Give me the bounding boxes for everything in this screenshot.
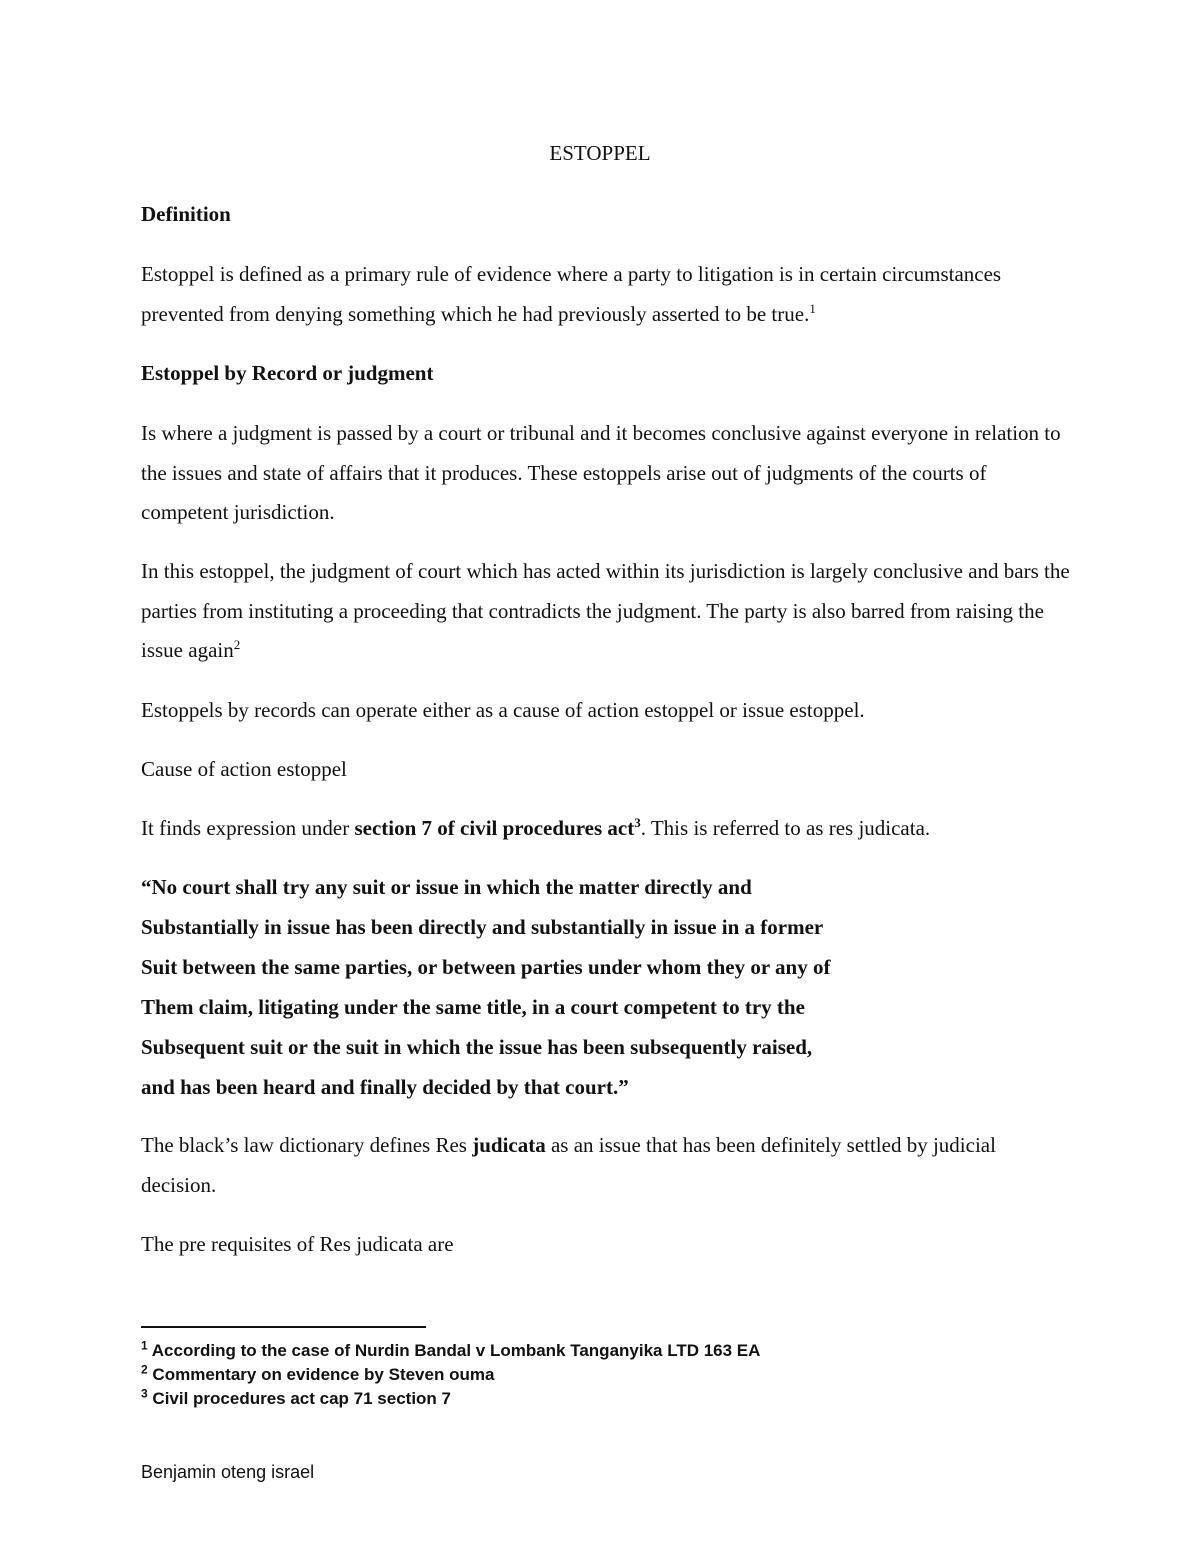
record-heading: Estoppel by Record or judgment — [141, 361, 434, 385]
p5-pre: It finds expression under — [141, 816, 355, 840]
definition-paragraph — [141, 255, 1071, 334]
p5-post: . This is referred to as res judicata. — [640, 816, 931, 840]
prerequisites-paragraph: The pre requisites of Res judicata are — [141, 1232, 454, 1256]
footnote-ref-3[interactable]: 3 — [634, 815, 641, 830]
definition-heading: Definition — [141, 202, 231, 226]
record-paragraph-2 — [141, 552, 1071, 671]
footnote-number: 1 — [141, 1338, 148, 1353]
quote-line: Them claim, litigating under the same title, in a court competent to try the — [141, 995, 805, 1019]
record-paragraph-2-text: In this estoppel, the judgment of court which has acted within its jurisdiction is largely conclusive and bars the parties from instituting a proceeding that contradicts the judgment. The party is also barred from raising the issue again — [141, 559, 1070, 662]
page-footer-author: Benjamin oteng israel — [141, 1462, 315, 1482]
footnote-2 — [141, 1363, 1041, 1387]
blacks-post: as an issue that has been definitely settled by judicial decision. — [141, 1133, 996, 1197]
footnote-number: 2 — [141, 1362, 148, 1377]
footnote-separator — [141, 1326, 426, 1328]
blacks-bold: judicata — [472, 1133, 546, 1157]
record-paragraph-3: Estoppels by records can operate either as a cause of action estoppel or issue estoppel. — [141, 698, 865, 722]
footnote-text: According to the case of Nurdin Bandal v Lombank Tanganyika LTD 163 EA — [151, 1341, 761, 1360]
record-paragraph-1: Is where a judgment is passed by a court or tribunal and it becomes conclusive against everyone in relation to the issues and state of affairs that it produces. These estoppels arise out of judgments of the courts of competent jurisdiction. — [141, 421, 1061, 524]
statute-quote — [141, 867, 1071, 1107]
page-title: ESTOPPEL — [549, 141, 651, 165]
record-paragraph-5 — [141, 809, 1071, 849]
quote-line: Suit between the same parties, or between parties under whom they or any of — [141, 955, 831, 979]
blacks-law-paragraph — [141, 1126, 1071, 1205]
footnote-text: Commentary on evidence by Steven ouma — [152, 1365, 495, 1384]
footnote-3 — [141, 1387, 1041, 1411]
footnote-1 — [141, 1339, 1041, 1363]
quote-line: Substantially in issue has been directly and substantially in issue in a former — [141, 915, 824, 939]
blacks-pre: The black’s law dictionary defines Res — [141, 1133, 473, 1157]
cause-of-action-label: Cause of action estoppel — [141, 757, 347, 781]
p5-bold: section 7 of civil procedures act — [354, 816, 635, 840]
quote-line: “No court shall try any suit or issue in which the matter directly and — [141, 875, 752, 899]
definition-text: Estoppel is defined as a primary rule of evidence where a party to litigation is in certain circumstances prevented from denying something which he had previously asserted to be true. — [141, 262, 1002, 326]
footnote-text: Civil procedures act cap 71 section 7 — [152, 1389, 451, 1408]
quote-line: and has been heard and finally decided by that court.” — [141, 1075, 629, 1099]
quote-line: Subsequent suit or the suit in which the issue has been subsequently raised, — [141, 1035, 813, 1059]
footnote-number: 3 — [141, 1386, 148, 1401]
footnote-ref-1[interactable]: 1 — [809, 300, 816, 316]
footnote-ref-2[interactable]: 2 — [233, 637, 241, 652]
